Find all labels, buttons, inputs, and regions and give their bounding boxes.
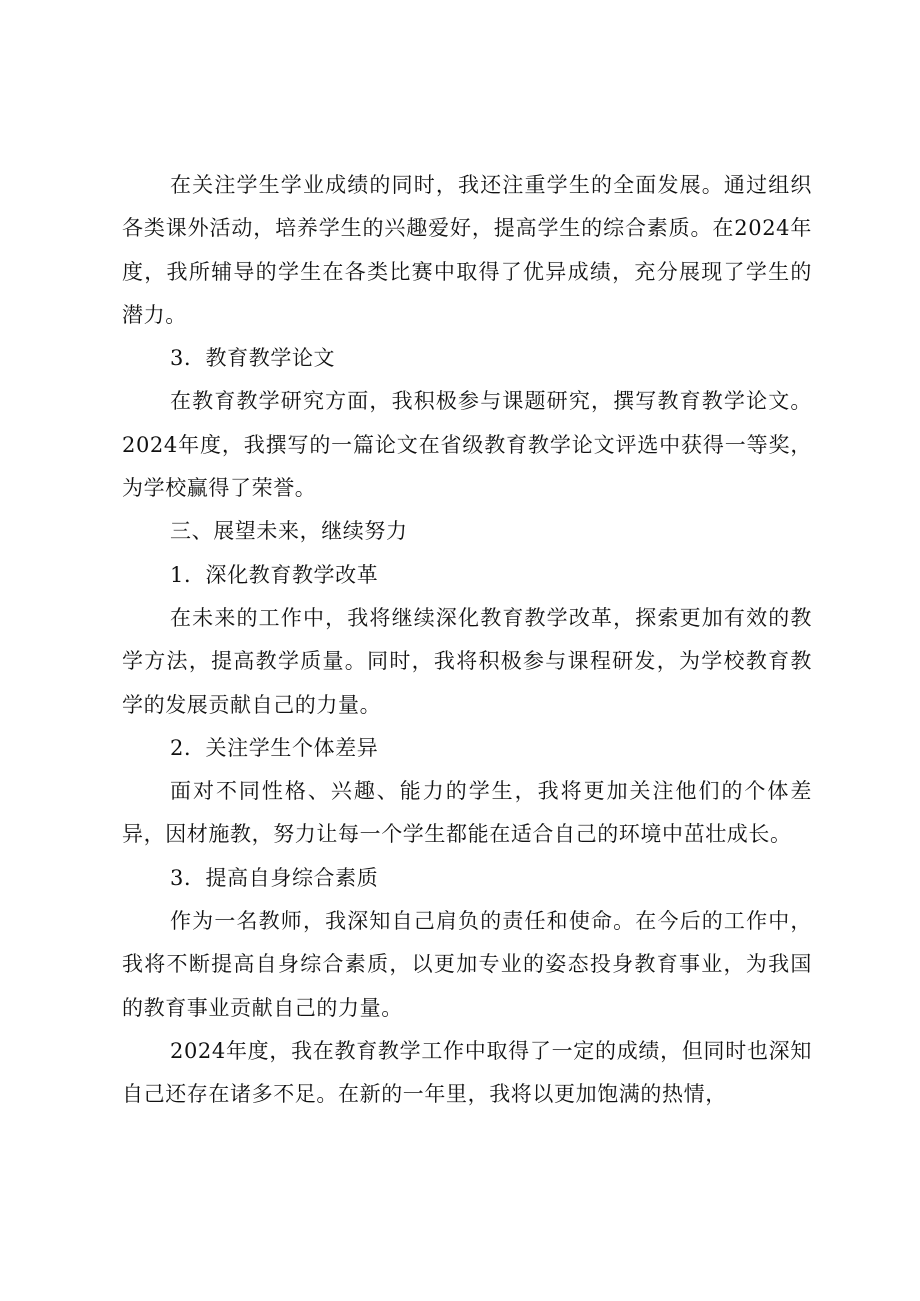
subheading-deepen-reform: 1．深化教育教学改革 — [170, 562, 379, 587]
paragraph-self-improvement: 作为一名教师，我深知自己肩负的责任和使命。在今后的工作中，我将不断提高自身综合素质，以更加专业的姿态投身教育事业，为我国的教育事业贡献自己的力量。 — [122, 909, 812, 1020]
paragraph-individual-differences: 面对不同性格、兴趣、能力的学生，我将更加关注他们的个体差异，因材施教，努力让每一个学生都能在适合自己的环境中茁壮成长。 — [122, 779, 812, 847]
paragraph-teaching-papers: 在教育教学研究方面，我积极参与课题研究，撰写教育教学论文。2024年度，我撰写的一篇论文在省级教育教学论文评选中获得一等奖，为学校赢得了荣誉。 — [122, 389, 812, 501]
subheading-teaching-papers: 3．教育教学论文 — [170, 346, 336, 371]
subheading-individual-differences: 2．关注学生个体差异 — [170, 735, 379, 760]
paragraph-deepen-reform: 在未来的工作中，我将继续深化教育教学改革，探索更加有效的教学方法，提高教学质量。同时，我将积极参与课程研发，为学校教育教学的发展贡献自己的力量。 — [122, 605, 812, 717]
document-body — [122, 164, 812, 1117]
section-heading-look-ahead: 三、展望未来，继续努力 — [170, 519, 408, 544]
paragraph-conclusion: 2024年度，我在教育教学工作中取得了一定的成绩，但同时也深知自己还存在诸多不足。在新的一年里，我将以更加饱满的热情， — [122, 1038, 812, 1107]
paragraph-holistic-development: 在关注学生学业成绩的同时，我还注重学生的全面发展。通过组织各类课外活动，培养学生的兴趣爱好，提高学生的综合素质。在2024年度，我所辅导的学生在各类比赛中取得了优异成绩，充分展现了学生的潜力。 — [122, 173, 812, 327]
subheading-self-improvement: 3．提高自身综合素质 — [170, 865, 379, 890]
